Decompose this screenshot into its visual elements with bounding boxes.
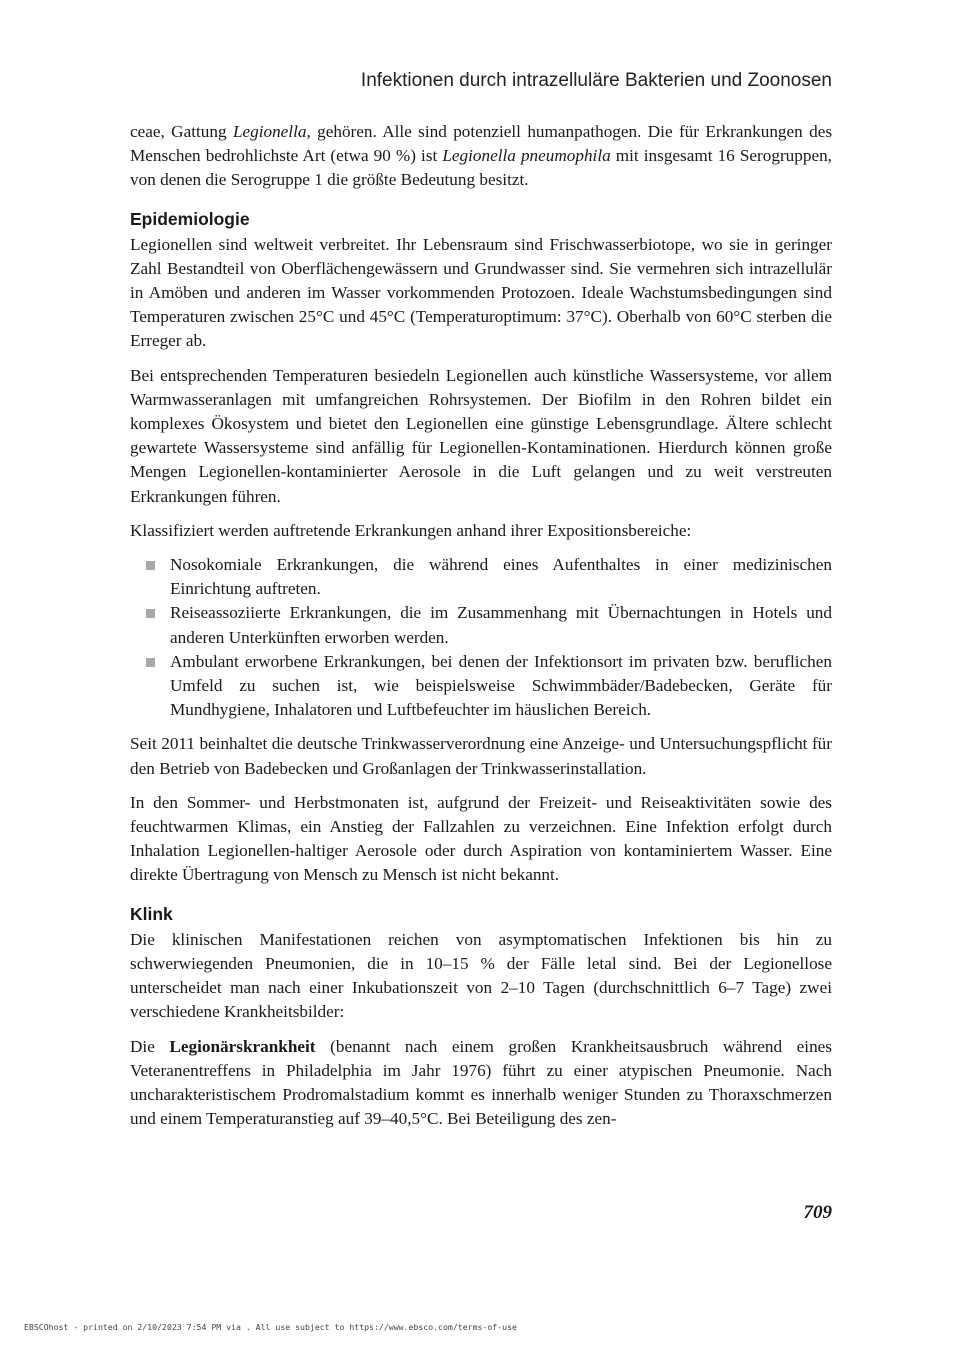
print-footer: EBSCOhost - printed on 2/10/2023 7:54 PM via . All use subject to https://www.ebsco.com/terms-of-use — [24, 1322, 517, 1332]
intro-text-1: ceae, Gattung — [130, 122, 233, 141]
section-heading-klinik: Klink — [130, 903, 173, 924]
list-item — [130, 553, 832, 601]
bullet-square-icon — [146, 609, 155, 618]
list-item-text: Reiseassoziierte Erkrankungen, die im Zusammenhang mit Übernachtungen in Hotels und anderen Unterkünften erworben werden. — [170, 603, 832, 647]
klinik-text-pre: Die — [130, 1036, 170, 1056]
klinik-paragraph-1: Die klinischen Manifestationen reichen von asymptomatischen Infektionen bis hin zu schwerwiegenden Pneumonien, die in 10–15 % der Fälle letal sind. Bei der Legionellose unterscheidet man nach einer Inkubationszeit von 2–10 Tagen (durchschnittlich 6–7 Tage) zwei verschiedene Krankheitsbilder: — [130, 929, 832, 1022]
running-head: Infektionen durch intrazelluläre Bakterien und Zoonosen — [360, 70, 832, 91]
intro-paragraph — [130, 120, 832, 193]
list-item — [130, 650, 832, 723]
klinik-paragraph-2 — [130, 1035, 832, 1132]
epidemiologie-paragraph-2: Bei entsprechenden Temperaturen besiedeln Legionellen auch künstliche Wassersysteme, vor allem Warmwasseranlagen mit umfangreichen Rohrsystemen. Der Biofilm in den Rohren bildet ein komplexes Ökosystem und bietet den Legionellen eine günstige Lebensgrundlage. Ältere schlecht gewartete Wassersysteme sind anfällig für Legionellen-Kontaminationen. Hierdurch können große Mengen Legionellen-kontaminierter Aerosole in die Luft gelangen und zu weit verstreuten Erkrankungen führen. — [130, 365, 832, 506]
term-legionaerskrankheit: Legionärskrankheit — [169, 1036, 316, 1056]
list-item-text: Nosokomiale Erkrankungen, die während eines Aufenthaltes in einer medizinischen Einrichtung auftreten. — [170, 555, 832, 599]
section-heading-epidemiologie: Epidemiologie — [130, 208, 250, 229]
intro-text-3: mit insgesamt 16 Serogruppen, von denen die Serogruppe 1 die größte Bedeutung besitzt. — [130, 146, 832, 190]
page-number: 709 — [803, 1202, 832, 1223]
epidemiologie-paragraph-3: Klassifiziert werden auftretende Erkrankungen anhand ihrer Expositionsbereiche: — [130, 520, 692, 540]
page-body — [130, 120, 832, 1141]
genus-name: Legionella — [232, 122, 307, 141]
bullet-square-icon — [146, 658, 155, 667]
exposure-list — [130, 553, 832, 722]
species-name: Legionella pneumophila — [442, 146, 611, 166]
list-item — [130, 601, 832, 649]
bullet-square-icon — [146, 561, 155, 570]
klinik-text-post: (benannt nach einem großen Krankheitsausbruch während eines Veteranentreffens in Philadelphia im Jahr 1976) führt zu einer atypischen Pneumonie. Nach uncharakteristischem Prodromalstadium kommt es innerhalb weniger Stunden zu Thoraxschmerzen und einem Temperaturanstieg auf 39–40,5°C. Bei Beteiligung des zen- — [130, 1036, 832, 1129]
epidemiologie-paragraph-5: In den Sommer- und Herbstmonaten ist, aufgrund der Freizeit- und Reiseaktivitäten sowie des feuchtwarmen Klimas, ein Anstieg der Fallzahlen zu verzeichnen. Eine Infektion erfolgt durch Inhalation Legionellen-haltiger Aerosole oder durch Aspiration von kontaminiertem Wasser. Eine direkte Übertragung von Mensch zu Mensch ist nicht bekannt. — [130, 792, 832, 885]
epidemiologie-paragraph-1: Legionellen sind weltweit verbreitet. Ihr Lebensraum sind Frischwasserbiotope, wo sie in geringer Zahl Bestandteil von Oberflächengewässern und Grundwasser sind. Sie vermehren sich intrazellulär in Amöben und anderen im Wasser vorkommenden Protozoen. Ideale Wachstumsbedingungen sind Temperaturen zwischen 25°C und 45°C (Temperaturoptimum: 37°C). Oberhalb von 60°C sterben die Erreger ab. — [130, 234, 832, 351]
list-item-text: Ambulant erworbene Erkrankungen, bei denen der Infektionsort im privaten bzw. beruflichen Umfeld zu suchen ist, wie beispielsweise Schwimmbäder/Badebecken, Geräte für Mundhygiene, Inhalatoren und Luftbefeuchter im häuslichen Bereich. — [170, 651, 832, 720]
epidemiologie-paragraph-4: Seit 2011 beinhaltet die deutsche Trinkwasserverordnung eine Anzeige- und Untersuchungspflicht für den Betrieb von Badebecken und Großanlagen der Trinkwasserinstallation. — [130, 734, 832, 778]
intro-text-2: , gehören. Alle sind potenziell humanpathogen. Die für Erkrankungen des Menschen bedrohlichste Art (etwa 90 %) ist — [130, 122, 833, 166]
